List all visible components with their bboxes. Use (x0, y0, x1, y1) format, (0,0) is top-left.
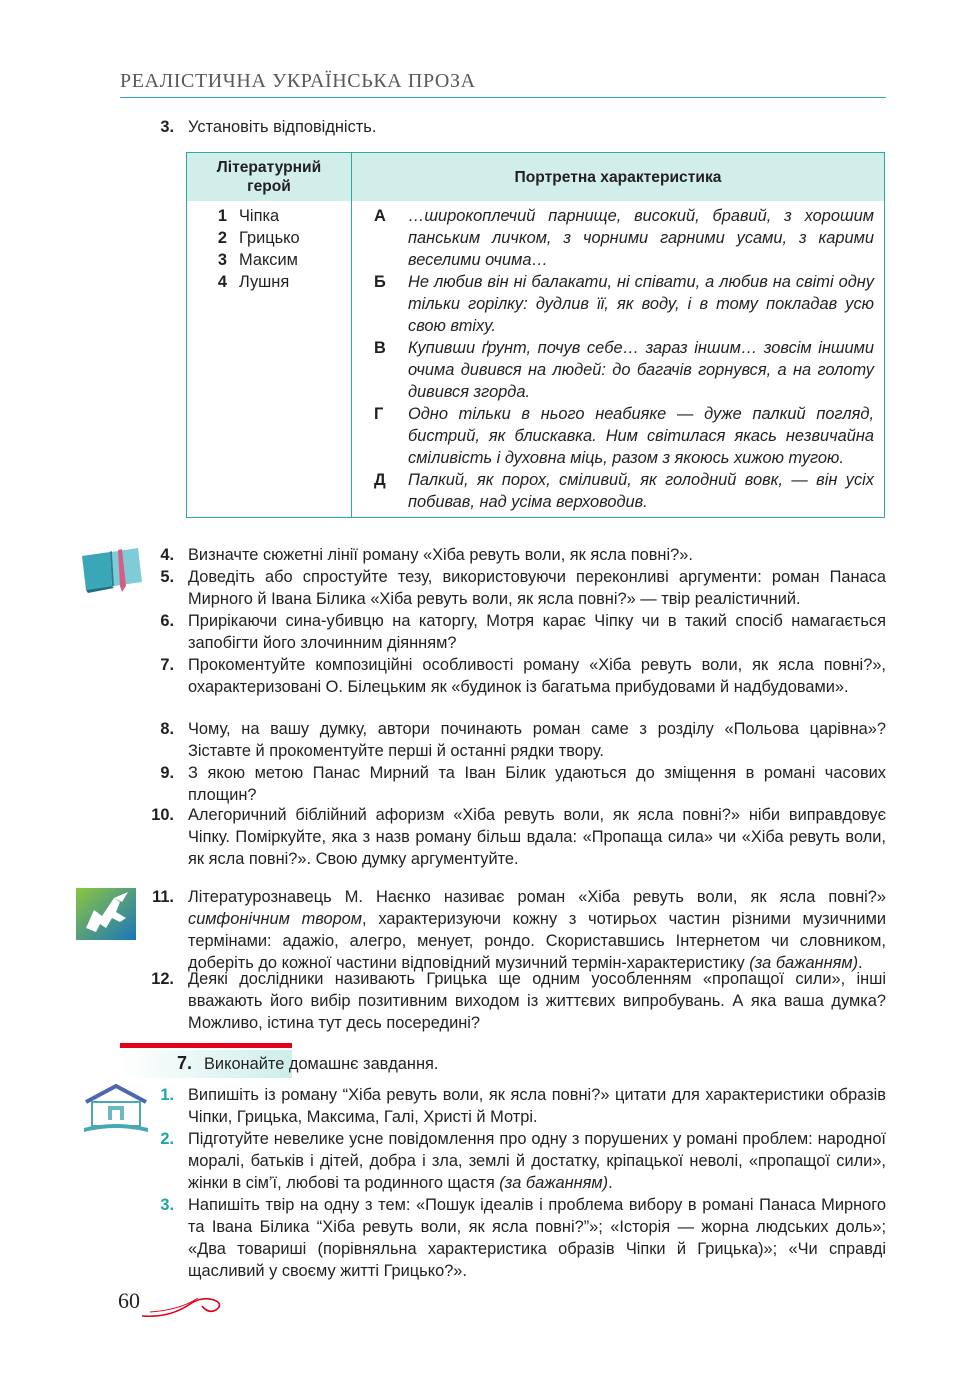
task-number: 3. (160, 118, 174, 136)
task-3 (120, 116, 886, 138)
homework-item-1: 1. Випишіть із роману “Хіба ревуть воли, як ясла повні?» цитати для характеристики образів Чіпки, Грицька, Максима, Галі, Христі й Мотрі. (160, 1086, 886, 1126)
hero-item: 4 Лушня (217, 273, 290, 291)
flourish-ornament (140, 1290, 230, 1326)
task-text: Установіть відповідність. (188, 118, 377, 136)
matching-table (186, 152, 885, 518)
question-8: 8. Чому, на вашу думку, автори починають роман саме з розділу «Польова царівна»? Зіставте й прокоментуйте перші й останні рядки твору. (160, 720, 886, 760)
hero-item: 3 Максим (217, 251, 298, 269)
homework-title: Виконайте домашнє завдання. (204, 1055, 439, 1073)
portraits-column (352, 201, 885, 518)
question-5: 5. Доведіть або спростуйте тезу, використовуючи переконливі аргументи: роман Панаса Мирного й Івана Білика «Хіба ревуть воли, як ясла повні?» — твір реалістичний. (160, 568, 886, 608)
running-title: РЕАЛІСТИЧНА УКРАЇНСЬКА ПРОЗА (120, 70, 886, 98)
table-header-portrait: Портретна характеристика (352, 153, 885, 202)
table-header-hero: Літературний герой (187, 153, 352, 202)
question-11: 11. Літературознавець М. Наєнко називає роман «Хіба ревуть воли, як ясла повні?» симфонічним твором, характеризуючи кожну з чотирьох частин різними музичними термінами: адажіо, алегро, менует, рондо. Скориставшись Інтернетом чи словником, доберіть до кожної частини відповідний музичний термін-характеристику (за бажанням). (152, 888, 886, 972)
question-6: 6. Прирікаючи сина-убивцю на каторгу, Мотря карає Чіпку чи в такий спосіб намагається запобігти його злочинним діянням? (160, 612, 886, 652)
question-12: 12. Деякі дослідники називають Грицька ще одним уособленням «пропащої сили», інші вважають його вибір позитивним виходом із життєвих випробувань. А яка ваша думка? Можливо, істина тут десь посередині? (151, 970, 886, 1032)
question-9: 9. З якою метою Панас Мирний та Іван Білик удаються до зміщення в романі часових площин? (160, 764, 886, 804)
question-7: 7. Прокоментуйте композиційні особливості роману «Хіба ревуть воли, як ясла повні?», охарактеризовані О. Білецьким як «будинок із багатьма прибудовами й надбудовами». (160, 656, 886, 696)
question-4: 4. Визначте сюжетні лінії роману «Хіба ревуть воли, як ясла повні?». (160, 546, 693, 564)
portrait-item: А …широкоплечий парнище, високий, бравий, з хорошим панським личком, з чорними гарними усами, з карими веселими очима… (374, 207, 874, 269)
homework-item-2: 2. Підготуйте невелике усне повідомлення про одну з порушених у романі проблем: народної моралі, батьків і дітей, добра і зла, землі й достатку, кріпацької неволі, «пропащої сили», жінки в сім’ї, любові та родинного щастя (за бажанням). (160, 1130, 886, 1192)
portrait-item: Г Одно тільки в нього неабияке — дуже палкий погляд, бистрий, як блискавка. Ним світилася якась незвичайна сміливість і духовна міць, разом з якоюсь хижою тугою. (374, 405, 874, 467)
portrait-item: Б Не любив він ні балакати, ні співати, а любив на світі одну тільки горілку: дудлив її, як воду, і в тому покладав усю свою втіху. (374, 273, 874, 335)
homework-red-bar (120, 1043, 292, 1048)
question-10: 10. Алегоричний біблійний афоризм «Хіба ревуть воли, як ясла повні?» ніби виправдовує Чіпку. Поміркуйте, яка з назв роману більш вдала: «Пропаща сила» чи «Хіба ревуть воли, як ясла повні?». Свою думку аргументуйте. (151, 806, 886, 868)
page-number: 60 (118, 1288, 140, 1313)
portrait-item: В Купивши ґрунт, почув себе… зараз іншим… зовсім іншими очима дивився на людей: до багачів горнувся, а на голоту дивився згорда. (374, 339, 874, 401)
homework-item-3: 3. Напишіть твір на одну з тем: «Пошук ідеалів і проблема вибору в романі Панаса Мирного та Івана Білика “Хіба ревуть воли, як ясла повні?”»; «Історія — жорна людських доль»; «Два товариші (порівняльна характеристика образів Чіпки й Грицька)»; «Чи справді щасливий у своєму житті Грицько?». (160, 1196, 886, 1280)
hero-item: 2 Грицько (217, 229, 300, 247)
portrait-item: Д Палкий, як порох, сміливий, як голодний вовк, — він усіх побивав, над усіма верховодив. (374, 471, 874, 511)
heroes-column (187, 201, 352, 518)
homework-number: 7. (176, 1053, 192, 1073)
hero-item: 1 Чіпка (217, 207, 280, 225)
